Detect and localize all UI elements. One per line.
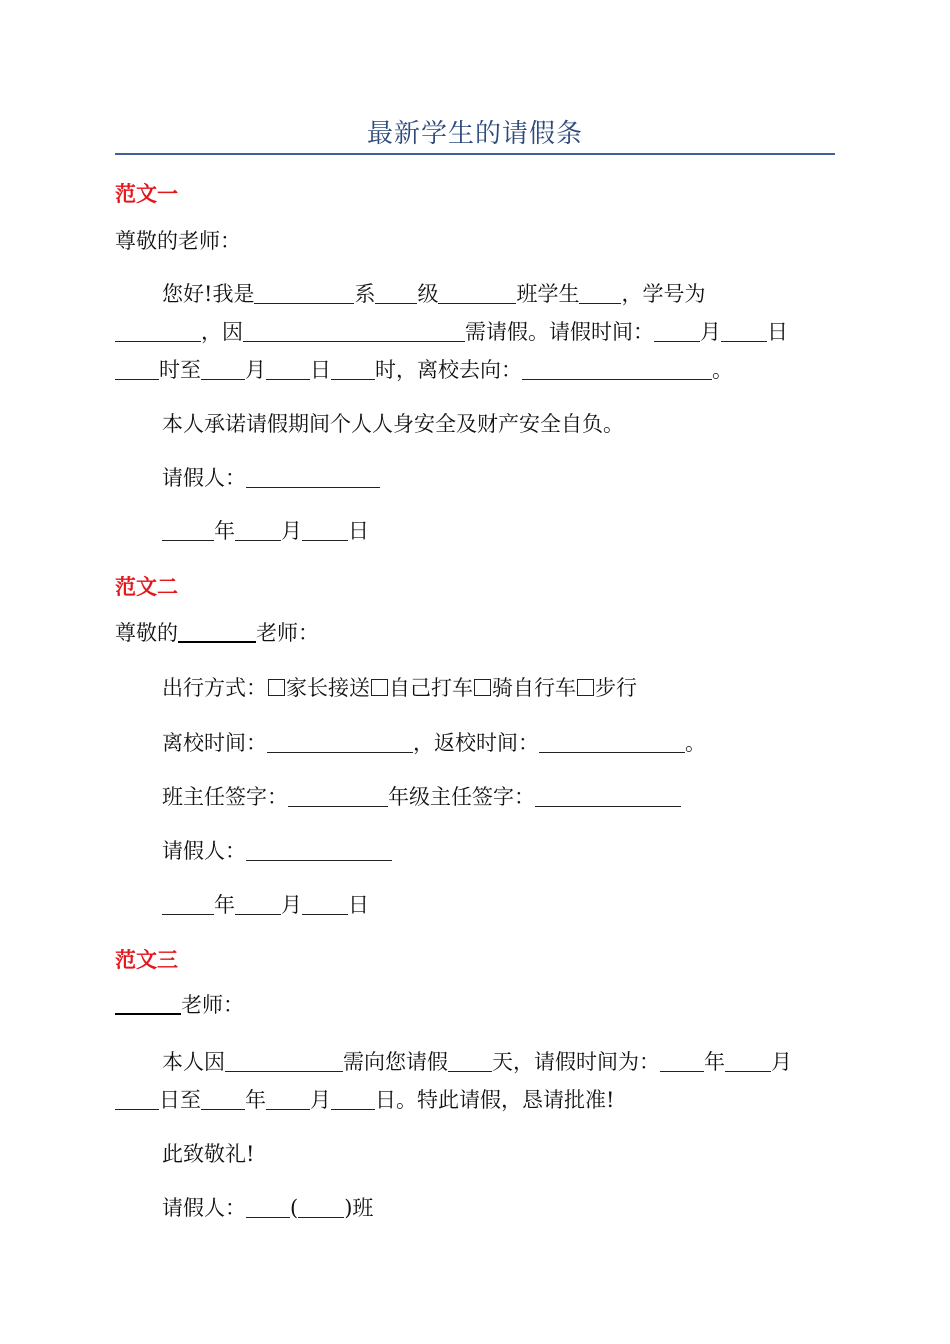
checkbox-walk[interactable] [577,679,594,696]
blank-applicant[interactable] [246,839,392,861]
blank-start-month[interactable] [654,320,700,342]
text: 日 [767,320,788,344]
option-label: 步行 [595,676,637,700]
text: 您好!我是 [162,282,255,306]
sample2-time-line [162,728,706,758]
text: 月 [700,320,721,344]
text: 天，请假时间为： [492,1050,660,1074]
text: 老师： [256,621,319,645]
blank-teacher-name[interactable] [115,992,181,1015]
checkbox-taxi[interactable] [371,679,388,696]
text: 。 [685,731,706,755]
sample2-signature-line [162,782,681,812]
text: 级 [417,282,439,306]
blank-return-time[interactable] [539,731,685,753]
sample2-salutation [115,618,319,648]
sample2-heading: 范文二 [115,575,178,599]
sample3-closing: 此致敬礼! [162,1142,255,1166]
blank-reason[interactable] [225,1050,343,1072]
text: 月 [310,1088,331,1112]
sample1-applicant-line [162,463,380,493]
blank-applicant[interactable] [246,466,380,488]
text: 系 [354,282,376,306]
text: 日 [348,893,369,917]
text: 需请假。请假时间： [465,320,654,344]
blank-reason[interactable] [243,320,465,342]
option-label: 自己打车 [389,676,473,700]
blank-end-year[interactable] [201,1088,245,1110]
blank-student-id[interactable] [115,320,201,342]
text: 月 [281,519,302,543]
blank-month[interactable] [235,893,281,915]
sample1-date-line [162,516,369,546]
text: 本人因 [162,1050,225,1074]
text: 尊敬的 [115,621,178,645]
blank-grade[interactable] [375,282,417,304]
sample1-pledge: 本人承诺请假期间个人人身安全及财产安全自负。 [162,412,624,436]
blank-grade-signature[interactable] [535,785,681,807]
blank-class[interactable] [438,282,516,304]
blank-teacher-signature[interactable] [288,785,388,807]
text: ( [290,1196,299,1220]
applicant-label: 请假人： [162,466,246,490]
sample3-para-line1 [162,1047,792,1077]
blank-department[interactable] [254,282,354,304]
sample3-salutation [115,990,244,1020]
text: )班 [344,1196,374,1220]
text: ，返校时间： [413,731,539,755]
blank-day[interactable] [302,893,348,915]
blank-start-day[interactable] [115,1088,159,1110]
text: 需向您请假 [343,1050,448,1074]
blank-start-hour[interactable] [115,358,159,380]
text: 年 [214,519,235,543]
text: 日 [348,519,369,543]
blank-end-month[interactable] [266,1088,310,1110]
text: ，因 [201,320,243,344]
text: 班主任签字： [162,785,288,809]
sample1-para-line3 [115,355,733,385]
text: 日 [310,358,331,382]
document-title: 最新学生的请假条 [366,119,583,149]
blank-applicant[interactable] [246,1196,290,1218]
text: 月 [245,358,266,382]
option-label: 家长接送 [286,676,370,700]
blank-destination[interactable] [522,358,712,380]
text: 班学生 [516,282,580,306]
blank-month[interactable] [235,519,281,541]
option-label: 骑自行车 [492,676,576,700]
sample1-para-line2 [115,317,788,347]
text: 日。特此请假，恳请批准! [375,1088,615,1112]
checkbox-parent-pickup[interactable] [268,679,285,696]
blank-start-year[interactable] [660,1050,704,1072]
sample1-para-line1 [162,279,705,309]
text: 离校时间： [162,731,267,755]
applicant-label: 请假人： [162,1196,246,1220]
sample2-travel-line [162,673,637,703]
blank-start-month[interactable] [725,1050,771,1072]
text: 年 [214,893,235,917]
text: 年级主任签字： [388,785,535,809]
blank-leave-time[interactable] [267,731,413,753]
blank-end-month[interactable] [201,358,245,380]
text: 日至 [159,1088,201,1112]
blank-end-hour[interactable] [331,358,375,380]
text: 月 [771,1050,792,1074]
text: 老师： [181,993,244,1017]
sample2-date-line [162,890,369,920]
text: 月 [281,893,302,917]
checkbox-bicycle[interactable] [474,679,491,696]
blank-start-day[interactable] [721,320,767,342]
text: 。 [712,358,733,382]
blank-year[interactable] [162,519,214,541]
sample3-para-line2 [115,1085,614,1115]
title-divider [115,153,835,155]
blank-student-name[interactable] [579,282,621,304]
blank-class[interactable] [298,1196,344,1218]
blank-teacher-name[interactable] [178,620,256,643]
sample3-applicant-line [162,1193,373,1223]
text: ，学号为 [621,282,706,306]
text: 年 [245,1088,266,1112]
blank-day[interactable] [302,519,348,541]
sample1-salutation: 尊敬的老师： [115,229,241,253]
blank-end-day[interactable] [331,1088,375,1110]
sample3-heading: 范文三 [115,948,178,972]
applicant-label: 请假人： [162,839,246,863]
travel-label: 出行方式： [162,676,267,700]
text: 时至 [159,358,201,382]
sample1-heading: 范文一 [115,182,178,206]
blank-year[interactable] [162,893,214,915]
sample2-applicant-line [162,836,392,866]
text: 年 [704,1050,725,1074]
blank-end-day[interactable] [266,358,310,380]
blank-days[interactable] [448,1050,492,1072]
text: 时，离校去向： [375,358,522,382]
